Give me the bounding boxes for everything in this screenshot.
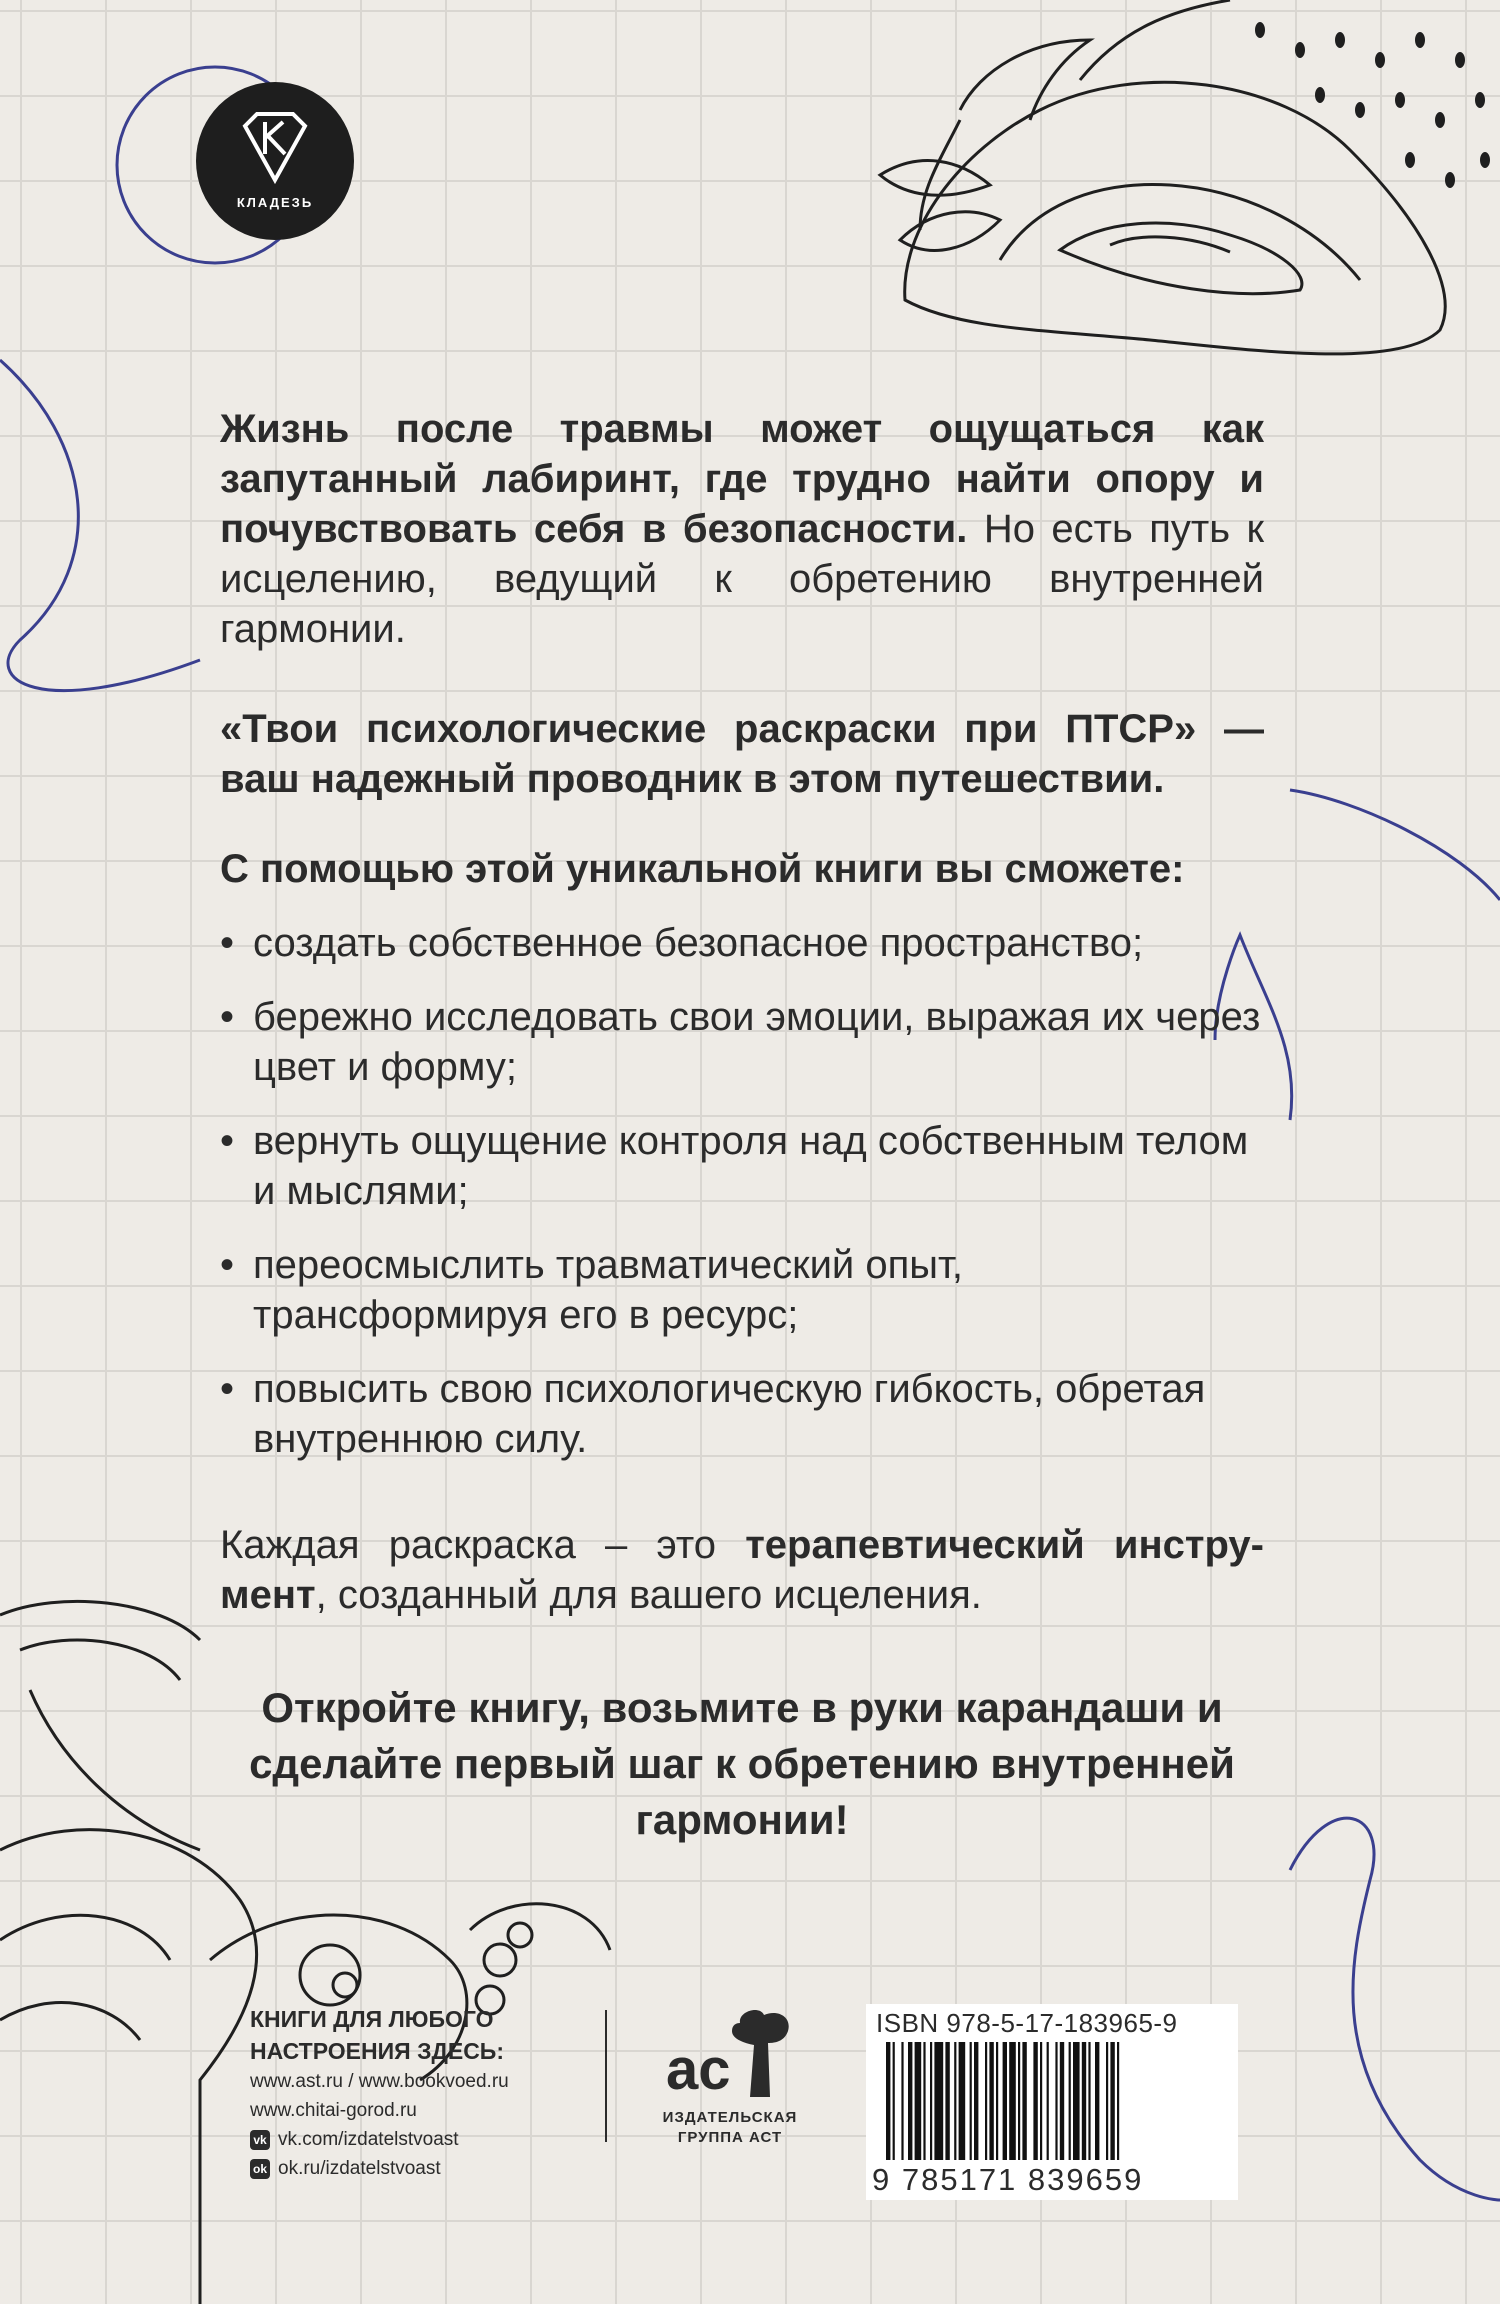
ast-logo-text: ac bbox=[666, 2037, 731, 2102]
list-item: • создать собственное безопасное пространство; bbox=[220, 918, 1264, 968]
intro-bold: Жизнь после травмы может ощущаться как запутанный лабиринт, где трудно найти опору и почувствовать себя в безопасности. bbox=[220, 407, 1264, 551]
list-item: • бережно исследовать свои эмоции, выражая их через цвет и форму; bbox=[220, 992, 1264, 1092]
call-to-action: Откройте книгу, возьмите в руки карандаши и сделайте первый шаг к обретению внутренней гармонии! bbox=[249, 1684, 1235, 1843]
strawberry-drawing bbox=[880, 0, 1445, 354]
blue-curve-right-bottom bbox=[1290, 1818, 1500, 2200]
publisher-logo-text: КЛАДЕЗЬ bbox=[236, 195, 314, 210]
barcode-bar bbox=[989, 2042, 993, 2160]
barcode-bar bbox=[893, 2042, 895, 2160]
barcode-bar bbox=[930, 2042, 932, 2160]
barcode-digits: 9 785171 839659 bbox=[872, 2162, 1144, 2197]
barcode-bar bbox=[915, 2042, 922, 2160]
ast-logo-icon bbox=[660, 2003, 800, 2103]
benefits-list bbox=[220, 918, 1264, 1464]
book-title-paragraph: «Твои психологические раскраски при ПТСР» — ваш надежный проводник в этом путешествии. bbox=[220, 707, 1264, 801]
ast-caption-1: ИЗДАТЕЛЬСКАЯ bbox=[662, 2109, 798, 2126]
list-item: • переосмыслить травматический опыт, трансформируя его в ресурс; bbox=[220, 1240, 1264, 1340]
publisher-logo bbox=[196, 82, 354, 240]
isbn-barcode bbox=[866, 2004, 1238, 2200]
store-heading-2: НАСТРОЕНИЯ ЗДЕСЬ: bbox=[250, 2038, 504, 2064]
tool-end: , созданный для вашего исцеления. bbox=[315, 1573, 982, 1617]
barcode-bar bbox=[1069, 2042, 1071, 2160]
ok-link bbox=[250, 2154, 580, 2183]
barcode-bar bbox=[886, 2042, 890, 2160]
barcode-bar bbox=[901, 2042, 903, 2160]
strawberry-seeds bbox=[1255, 22, 1490, 188]
barcode-bar bbox=[1055, 2042, 1057, 2160]
tool-start: Каждая раскраска – это bbox=[220, 1523, 746, 1567]
barcode-bar bbox=[1073, 2042, 1080, 2160]
barcode-icon bbox=[866, 2040, 1238, 2164]
barcode-bar bbox=[1095, 2042, 1099, 2160]
barcode-bar bbox=[996, 2042, 998, 2160]
barcode-bar bbox=[1082, 2042, 1086, 2160]
barcode-bar bbox=[1009, 2042, 1016, 2160]
ast-caption-2: ГРУППА АСТ bbox=[677, 2129, 783, 2146]
tool-paragraph bbox=[220, 1520, 1264, 1620]
barcode-bar bbox=[1060, 2042, 1064, 2160]
barcode-bar bbox=[1033, 2042, 1037, 2160]
ok-url: ok.ru/izdatelstvoast bbox=[278, 2158, 441, 2179]
barcode-bar bbox=[923, 2042, 925, 2160]
vk-icon: vk bbox=[250, 2130, 270, 2150]
blue-curve-left bbox=[0, 360, 200, 691]
list-item: • повысить свою психологическую гибкость, обретая внутреннюю силу. bbox=[220, 1364, 1264, 1464]
barcode-bar bbox=[1106, 2042, 1108, 2160]
tool-bold: терапевтический инструмент bbox=[220, 1523, 1264, 1617]
barcode-bar bbox=[1117, 2042, 1119, 2160]
isbn-label: ISBN 978-5-17-183965-9 bbox=[876, 2008, 1178, 2038]
barcode-bar bbox=[945, 2042, 949, 2160]
barcode-bar bbox=[1003, 2042, 1007, 2160]
vk-link bbox=[250, 2125, 580, 2154]
barcode-bar bbox=[934, 2042, 943, 2160]
barcode-bar bbox=[1047, 2042, 1049, 2160]
barcode-bar bbox=[1088, 2042, 1090, 2160]
barcode-bar bbox=[970, 2042, 972, 2160]
kladez-diamond-icon bbox=[235, 108, 315, 188]
barcode-bar bbox=[1040, 2042, 1042, 2160]
barcode-bar bbox=[959, 2042, 966, 2160]
barcode-bar bbox=[985, 2042, 987, 2160]
benefits-heading: С помощью этой уникальной книги вы сможете: bbox=[220, 847, 1185, 891]
store-links bbox=[250, 2003, 580, 2183]
ast-logo bbox=[640, 2003, 820, 2148]
intro-rest: Но есть путь к исцелению, ведущий к обретению внутренней гармонии. bbox=[220, 507, 1264, 651]
footer-divider bbox=[605, 2010, 607, 2142]
blurb-text bbox=[220, 404, 1264, 1848]
barcode-bar bbox=[1110, 2042, 1114, 2160]
barcode-bar bbox=[954, 2042, 956, 2160]
barcode-bar bbox=[974, 2042, 978, 2160]
vk-url: vk.com/izdatelstvoast bbox=[278, 2129, 459, 2150]
store-site-1: www.ast.ru / www.bookvoed.ru bbox=[250, 2071, 509, 2092]
list-item: • вернуть ощущение контроля над собственным телом и мыслями; bbox=[220, 1116, 1264, 1216]
store-heading-1: КНИГИ ДЛЯ ЛЮБОГО bbox=[250, 2006, 494, 2032]
barcode-bar bbox=[908, 2042, 912, 2160]
barcode-bar bbox=[1018, 2042, 1020, 2160]
ok-icon: ok bbox=[250, 2159, 270, 2179]
intro-paragraph bbox=[220, 404, 1264, 654]
blue-curve-right-top bbox=[1290, 790, 1500, 900]
barcode-bar bbox=[1022, 2042, 1026, 2160]
store-site-2: www.chitai-gorod.ru bbox=[250, 2100, 417, 2121]
